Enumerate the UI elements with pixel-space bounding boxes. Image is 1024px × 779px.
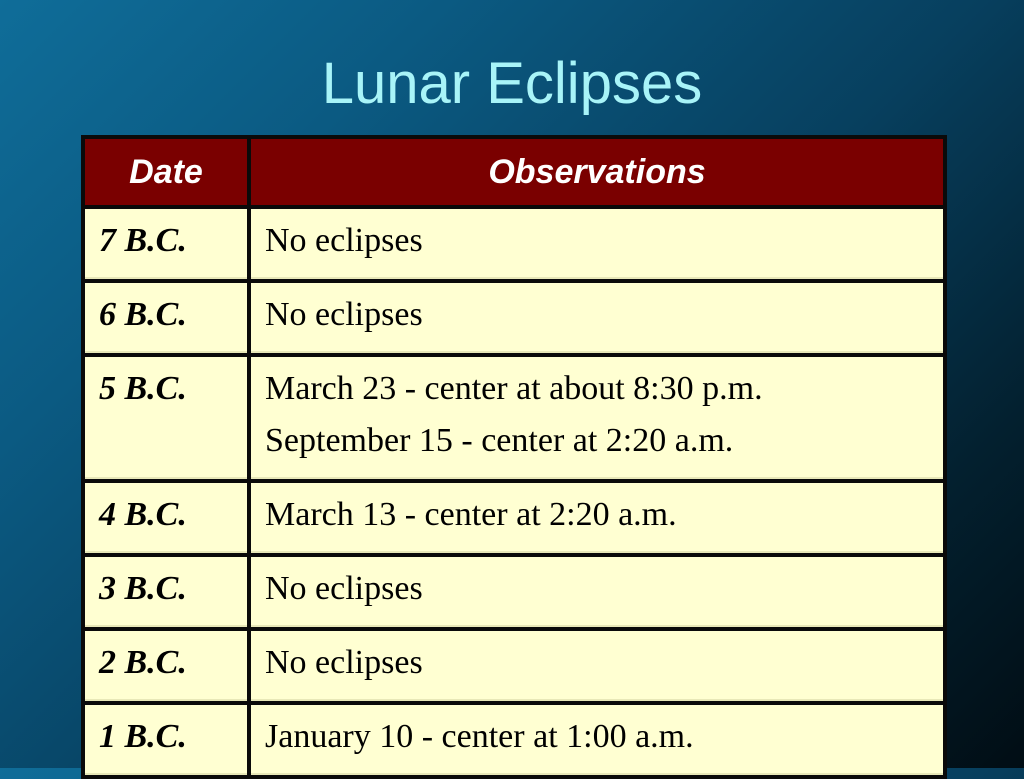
date-cell: 7 B.C. xyxy=(83,207,249,281)
observation-line: March 23 - center at about 8:30 p.m. xyxy=(265,370,763,407)
observation-cell xyxy=(249,629,945,703)
observation-cell xyxy=(249,207,945,281)
date-column-header: Date xyxy=(83,137,249,207)
slide-title: Lunar Eclipses xyxy=(321,51,703,116)
observation-line: No eclipses xyxy=(265,222,423,259)
date-cell: 1 B.C. xyxy=(83,703,249,777)
observation-cell xyxy=(249,481,945,555)
date-cell: 5 B.C. xyxy=(83,355,249,481)
date-cell: 6 B.C. xyxy=(83,281,249,355)
observation-line: No eclipses xyxy=(265,570,423,607)
date-cell: 3 B.C. xyxy=(83,555,249,629)
table-header-row xyxy=(83,137,945,207)
table-row xyxy=(83,355,945,481)
observation-line: No eclipses xyxy=(265,644,423,681)
table-row xyxy=(83,703,945,777)
table-body xyxy=(83,207,945,777)
observations-column-header: Observations xyxy=(249,137,945,207)
table-row xyxy=(83,281,945,355)
observation-cell xyxy=(249,281,945,355)
date-cell: 4 B.C. xyxy=(83,481,249,555)
date-cell: 2 B.C. xyxy=(83,629,249,703)
observation-line: No eclipses xyxy=(265,296,423,333)
table-row xyxy=(83,555,945,629)
observation-cell xyxy=(249,703,945,777)
table-row xyxy=(83,207,945,281)
observation-line: September 15 - center at 2:20 a.m. xyxy=(265,422,734,459)
observation-cell xyxy=(249,555,945,629)
table-row xyxy=(83,481,945,555)
observation-cell xyxy=(249,355,945,481)
table-row xyxy=(83,629,945,703)
observation-line: March 13 - center at 2:20 a.m. xyxy=(265,496,677,533)
observation-line: January 10 - center at 1:00 a.m. xyxy=(265,718,694,755)
eclipse-table xyxy=(81,135,947,779)
